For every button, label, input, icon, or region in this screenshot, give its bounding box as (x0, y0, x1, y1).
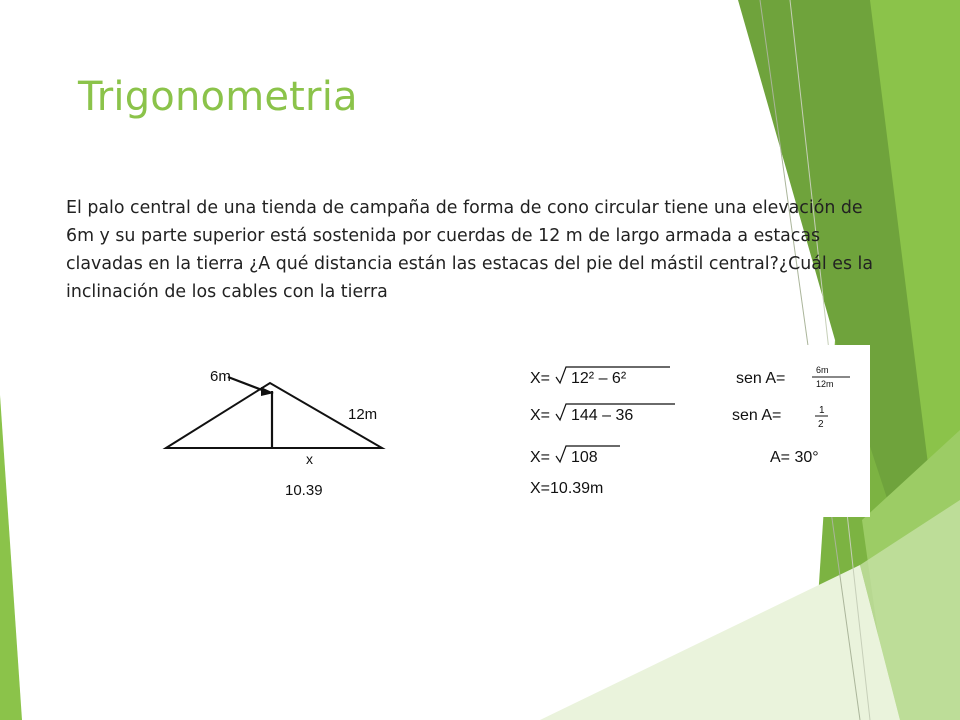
x-prefix-1: X= (530, 370, 551, 387)
sine-prefix-1: sen A= (736, 370, 786, 387)
x-prefix-3: X= (530, 449, 551, 466)
radicand-1: 12² – 6² (571, 370, 627, 387)
radicand-2: 144 – 36 (571, 407, 634, 424)
sine-prefix-2: sen A= (732, 407, 782, 424)
equation-steps (530, 367, 675, 497)
final-distance: X=10.39m (530, 480, 604, 497)
angle-answer: A= 30° (770, 449, 819, 466)
sine-solution (732, 365, 850, 466)
sine-fraction-1-numerator: 6m (816, 365, 829, 375)
hypotenuse-label: 12m (348, 406, 378, 423)
sine-fraction-1-denominator: 12m (816, 379, 834, 389)
radicand-3: 108 (571, 449, 598, 466)
problem-statement: El palo central de una tienda de campaña de forma de cono circular tiene una elevación de 6m y su parte superior está sostenida por cuerdas de 12 m de largo armada a estacas clavadas en la tierra ¿A qué distancia están las estacas del pie del mástil central?¿Cuál es la inclinación de los cables con la tierra (66, 198, 874, 302)
x-prefix-2: X= (530, 407, 551, 424)
height-label: 6m (210, 368, 231, 385)
figure-drawing (150, 345, 870, 517)
base-label: x (306, 451, 313, 467)
triangle-diagram (166, 368, 382, 499)
solution-figure (150, 345, 870, 517)
slide-title: Trigonometria (78, 74, 358, 120)
sine-fraction-2-numerator: 1 (819, 405, 825, 416)
sine-fraction-2-denominator: 2 (818, 419, 824, 430)
result-label: 10.39 (285, 482, 323, 499)
